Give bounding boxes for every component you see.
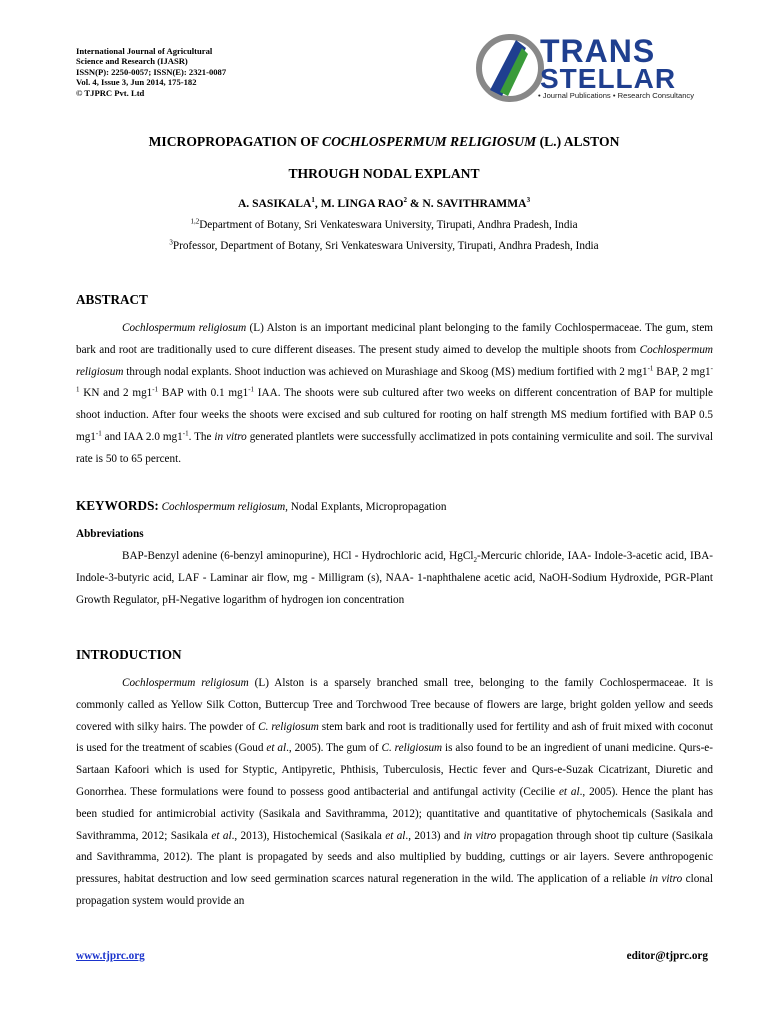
- abstract-heading: ABSTRACT: [76, 292, 148, 307]
- abbreviations-heading: Abbreviations: [76, 528, 144, 540]
- journal-info: [76, 46, 226, 98]
- paper-title-line2: THROUGH NODAL EXPLANT: [288, 166, 480, 181]
- journal-line: International Journal of Agricultural: [76, 46, 213, 56]
- journal-line: Vol. 4, Issue 3, Jun 2014, 175-182: [76, 77, 197, 88]
- author-list: A. SASIKALA$^1$, M. LINGA RAO$^2$ & N. SAVITHRAMMA$^3$: [237, 196, 531, 210]
- logo-tagline: • Journal Publications • Research Consultancy: [538, 91, 695, 100]
- introduction-heading: INTRODUCTION: [76, 647, 182, 662]
- journal-line: © TJPRC Pvt. Ltd: [76, 87, 145, 98]
- paper-title-line1: MICROPROPAGATION OF COCHLOSPERMUM RELIGIOSUM (L.) ALSTON: [148, 134, 620, 149]
- footer-email: editor@tjprc.org: [626, 950, 708, 962]
- journal-line: Science and Research (IJASR): [76, 56, 188, 67]
- abstract-paragraph: Cochlospermum religiosum (L) Alston is an important medicinal plant belonging to the family Cochlospermaceae. The gum, stem bark and root are traditionally used to cure different diseases. The present study aimed to develop the multiple shoots from Cochlospermum religiosum through nodal explants. Shoot induction was achieved on Murashiage and Skoog (MS) medium fortified with 2 $mg1^{-1}$ BAP, 2 $mg1^{-1}$ KN and 2 $mg1^{-1}$ BAP with 0.1 $mg1^{-1}$ IAA. The shoots were sub cultured after two weeks on different concentration of BAP for multiple shoot induction. After four weeks the shoots were excised and sub cultured for rooting on half strength MS medium fortified with BAP 0.5 $mg1^{-1}$ and IAA 2.0 $mg1^{-1}$. The in vitro generated plantlets were successfully acclimatized in pots containing vermiculite and soil. The survival rate is 50 to 65 percent.: [76, 322, 713, 465]
- transstellar-logo: [476, 26, 716, 110]
- logo-trans-text: TRANS: [540, 33, 656, 69]
- footer-website-link[interactable]: www.tjprc.org: [76, 950, 145, 962]
- introduction-paragraph: Cochlospermum religiosum (L) Alston is a sparsely branched small tree, belonging to the family Cochlospermaceae. It is commonly called as Yellow Silk Cotton, Buttercup Tree and Torchwood Tree because of flowers are large, bright golden yellow and seeds covered with silky hairs. The powder of C. religiosum stem bark and root is traditionally used for fertility and ash of fruit mixed with coconut is used for the treatment of scabies (Goud et al., 2005). The gum of C. religiosum is also found to be an ingredient of unani medicine. Qurs-e-Sartaan Kafoori which is used for Styptic, Antipyretic, Phthisis, Tuberculosis, Hectic fever and Qurs-e-Suzak Cicatrizant, Diuretic and Gonorrhea. These formulations were found to possess good antibacterial and antifungal activity (Cecilie et al., 2005). Hence the plant has been studied for antimicrobial activity (Sasikala and Savithramma, 2012); quantitative and quantitative of phytochemicals (Sasikala and Savithramma, 2012; Sasikala et al., 2013), Histochemical (Sasikala et al., 2013) and in vitro propagation through shoot tip culture (Sasikala and Savithramma, 2012). The plant is propagated by seeds and also multiplied by budding, cuttings or air layers. Severe anthropogenic pressures, habitat destruction and low seed germination scarces natural regeneration in the wild. The application of a reliable in vitro clonal propagation system would provide an: [76, 677, 714, 907]
- keywords-label: KEYWORDS:: [76, 498, 159, 513]
- affiliation-1: $^{1,2}$Department of Botany, Sri Venkateswara University, Tirupati, Andhra Pradesh, India: [190, 217, 578, 231]
- abbreviations-paragraph: BAP-Benzyl adenine (6-benzyl aminopurine), HCl - Hydrochloric acid, HgCl$_2$-Mercuric chloride, IAA- Indole-3-acetic acid, IBA-Indole-3-butyric acid, LAF - Laminar air flow, mg - Milligram (s), NAA- 1-naphthalene acetic acid, NaOH-Sodium Hydroxide, PGR-Plant Growth Regulator, pH-Negative logarithm of hydrogen ion concentration: [76, 550, 713, 606]
- journal-line: ISSN(P): 2250-0057; ISSN(E): 2321-0087: [76, 66, 227, 77]
- affiliation-2: $^3$Professor, Department of Botany, Sri Venkateswara University, Tirupati, Andhra Pradesh, India: [169, 238, 599, 252]
- logo-stellar-text: STELLAR: [540, 63, 677, 94]
- keywords-line: KEYWORDS: Cochlospermum religiosum, Nodal Explants, Micropropagation: [76, 498, 447, 513]
